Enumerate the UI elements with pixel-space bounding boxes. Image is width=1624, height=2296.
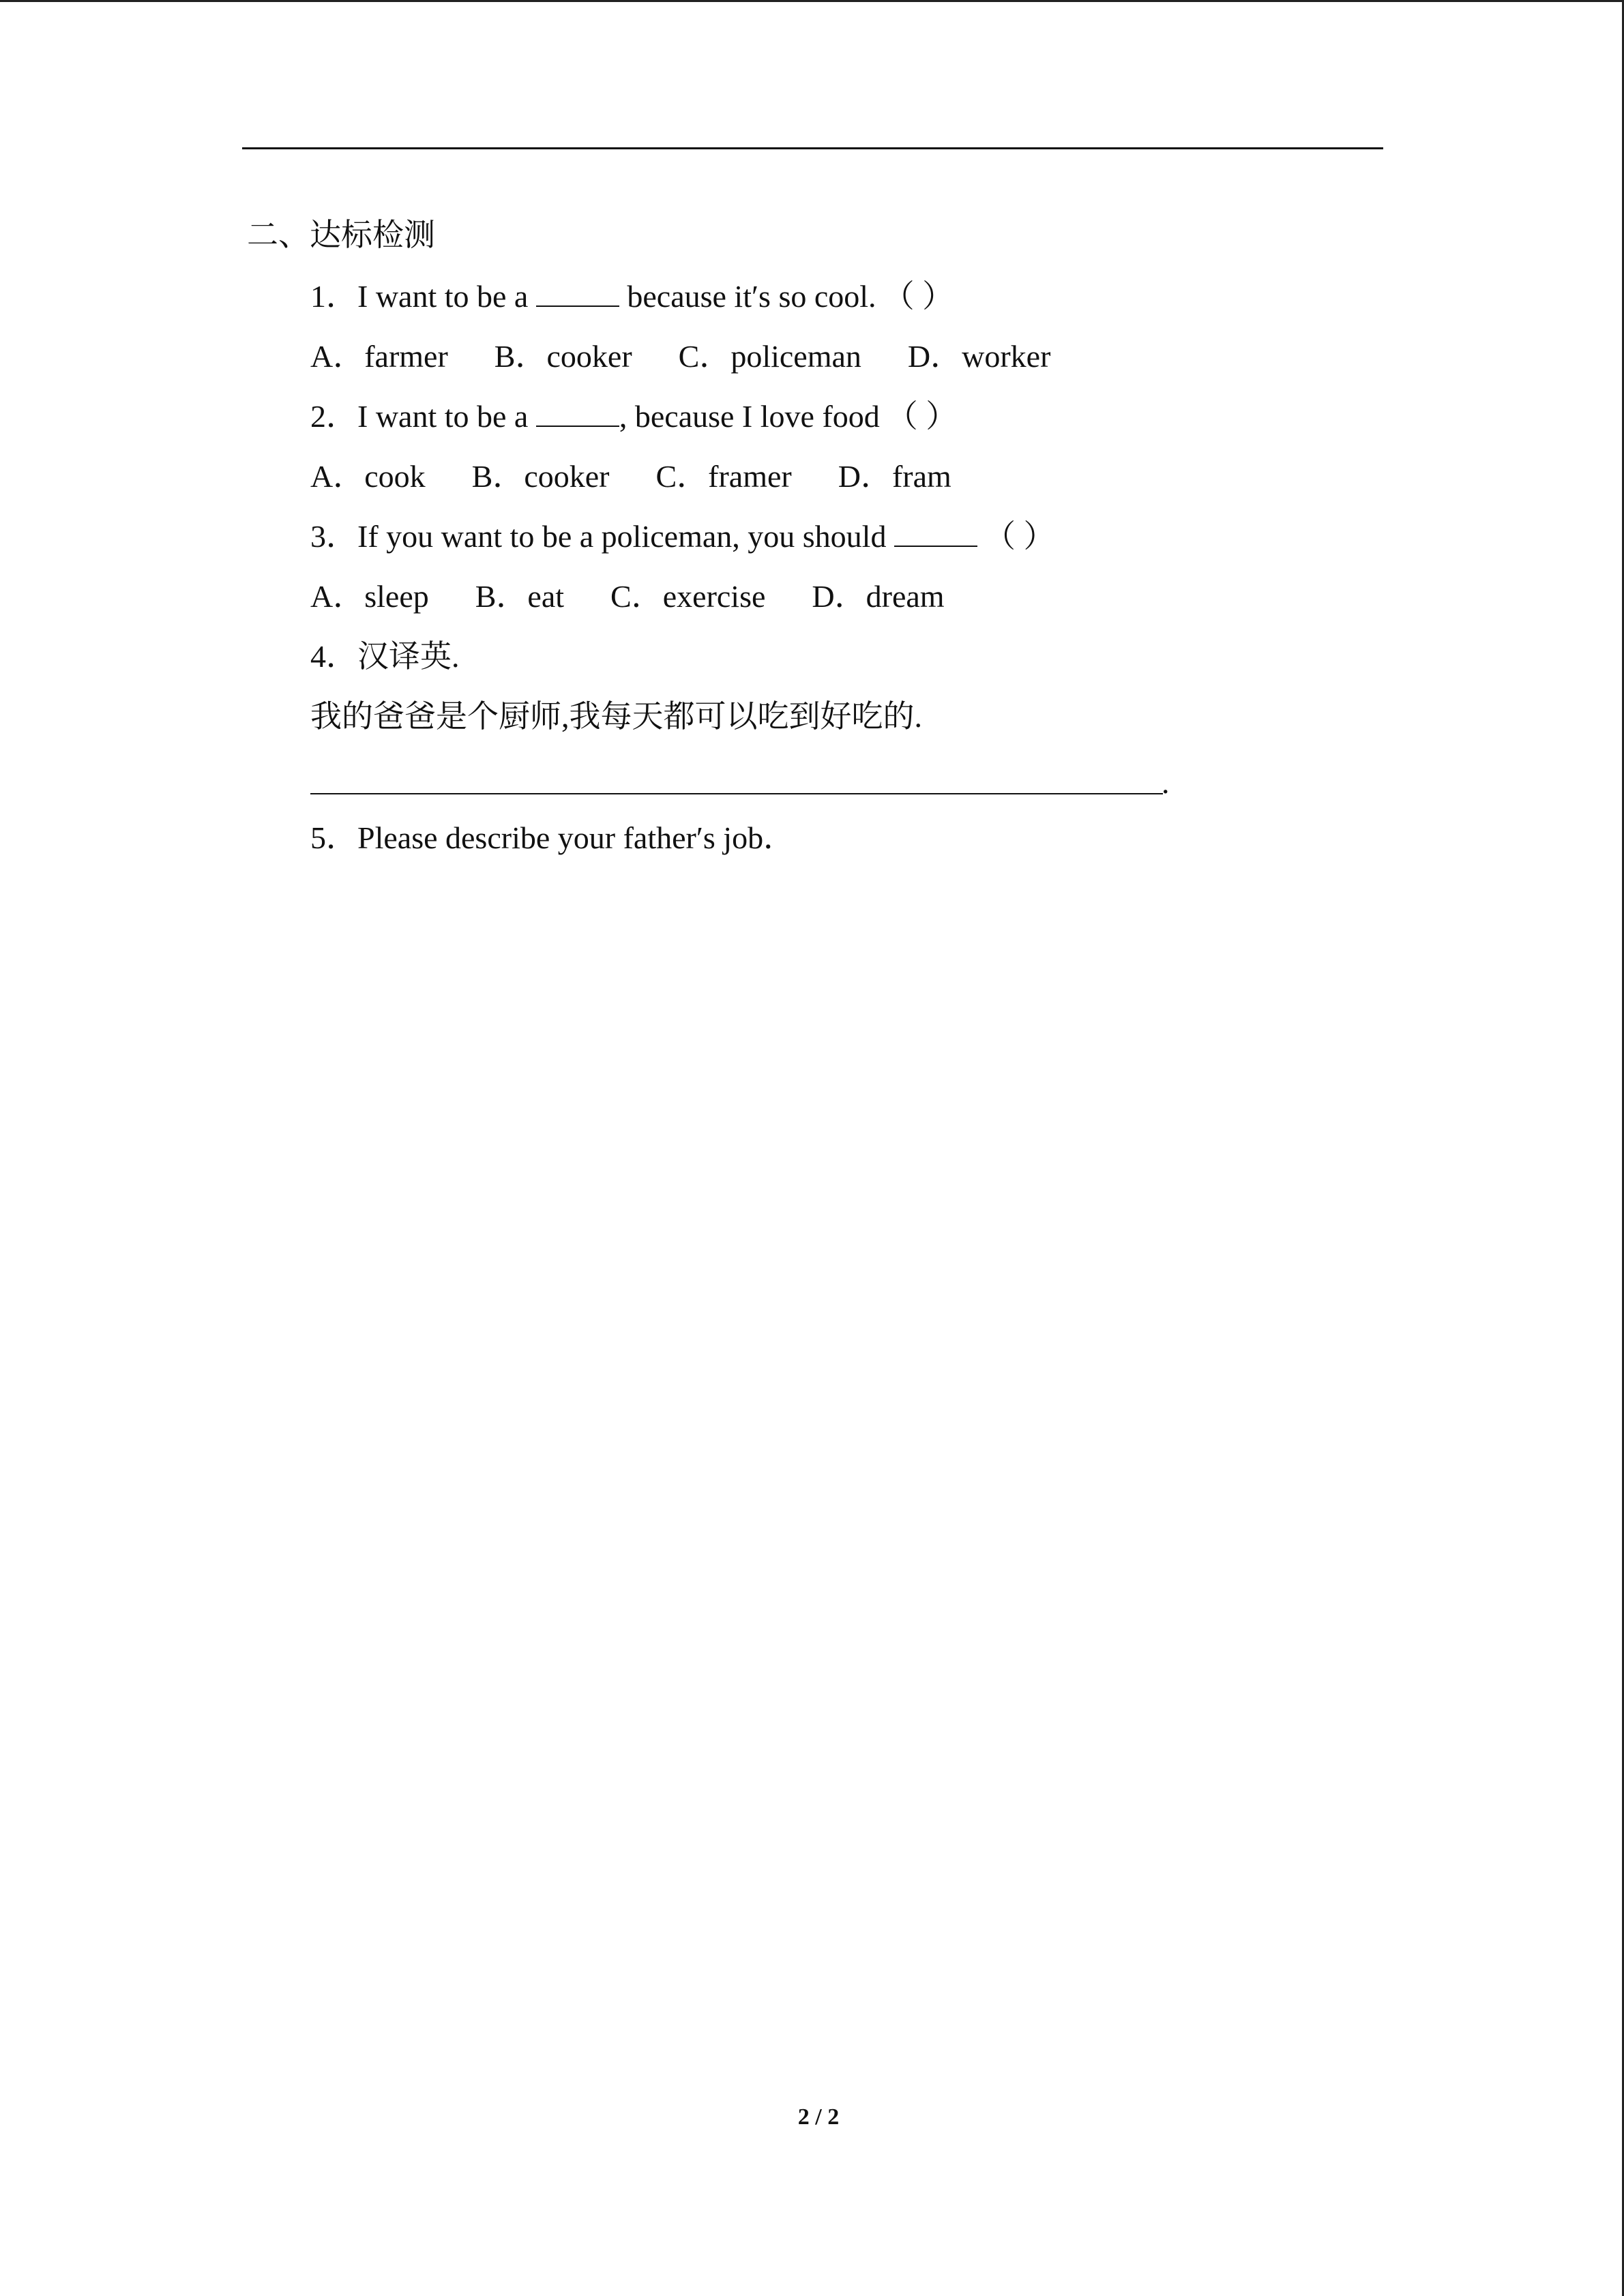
option-c[interactable]: C．policeman [678, 339, 861, 374]
question-text-before: If you want to be a policeman, you should [357, 519, 894, 554]
question-1 [310, 276, 954, 317]
question-number: 2． [310, 399, 357, 434]
answer-paren[interactable]: （ ） [883, 279, 954, 314]
answer-line[interactable] [310, 793, 1163, 794]
fill-blank[interactable] [536, 400, 619, 427]
answer-line-period: . [1162, 765, 1170, 800]
question-text-after: , because I love food [619, 399, 880, 434]
page-top-border [0, 0, 1624, 2]
question-5 [310, 818, 795, 859]
answer-paren[interactable]: （ ） [886, 399, 958, 434]
question-2-options [310, 456, 951, 497]
option-b[interactable]: B．eat [475, 579, 565, 614]
question-2 [310, 396, 957, 437]
option-c[interactable]: C．framer [655, 459, 792, 494]
question-5-text: Please describe your father′s job． [357, 820, 795, 855]
page-number: 2 / 2 [797, 2104, 840, 2130]
option-b[interactable]: B．cooker [494, 339, 632, 374]
question-text-before: I want to be a [357, 279, 536, 314]
option-d[interactable]: D．dream [812, 579, 945, 614]
fill-blank[interactable] [536, 280, 619, 307]
question-number: 4． [310, 639, 357, 674]
question-text-after: because it′s so cool. [619, 279, 876, 314]
section-title: 二、达标检测 [247, 218, 435, 252]
option-a[interactable]: A．farmer [310, 339, 448, 374]
question-text-before: I want to be a [357, 399, 536, 434]
option-d[interactable]: D．worker [907, 339, 1051, 374]
fill-blank[interactable] [894, 520, 977, 547]
question-number: 5． [310, 820, 357, 855]
question-4-title: 汉译英. [357, 639, 460, 674]
option-a[interactable]: A．cook [310, 459, 426, 494]
option-d[interactable]: D．fram [838, 459, 951, 494]
question-3 [310, 516, 1054, 557]
question-4 [310, 636, 460, 677]
option-b[interactable]: B．cooker [471, 459, 610, 494]
answer-paren[interactable]: （ ） [984, 519, 1055, 554]
header-rule [242, 147, 1383, 149]
question-3-options [310, 576, 945, 617]
option-c[interactable]: C．exercise [610, 579, 766, 614]
question-number: 3． [310, 519, 357, 554]
question-number: 1． [310, 279, 357, 314]
option-a[interactable]: A．sleep [310, 579, 429, 614]
question-4-prompt: 我的爸爸是个厨师,我每天都可以吃到好吃的. [310, 699, 922, 734]
question-1-options [310, 336, 1050, 377]
